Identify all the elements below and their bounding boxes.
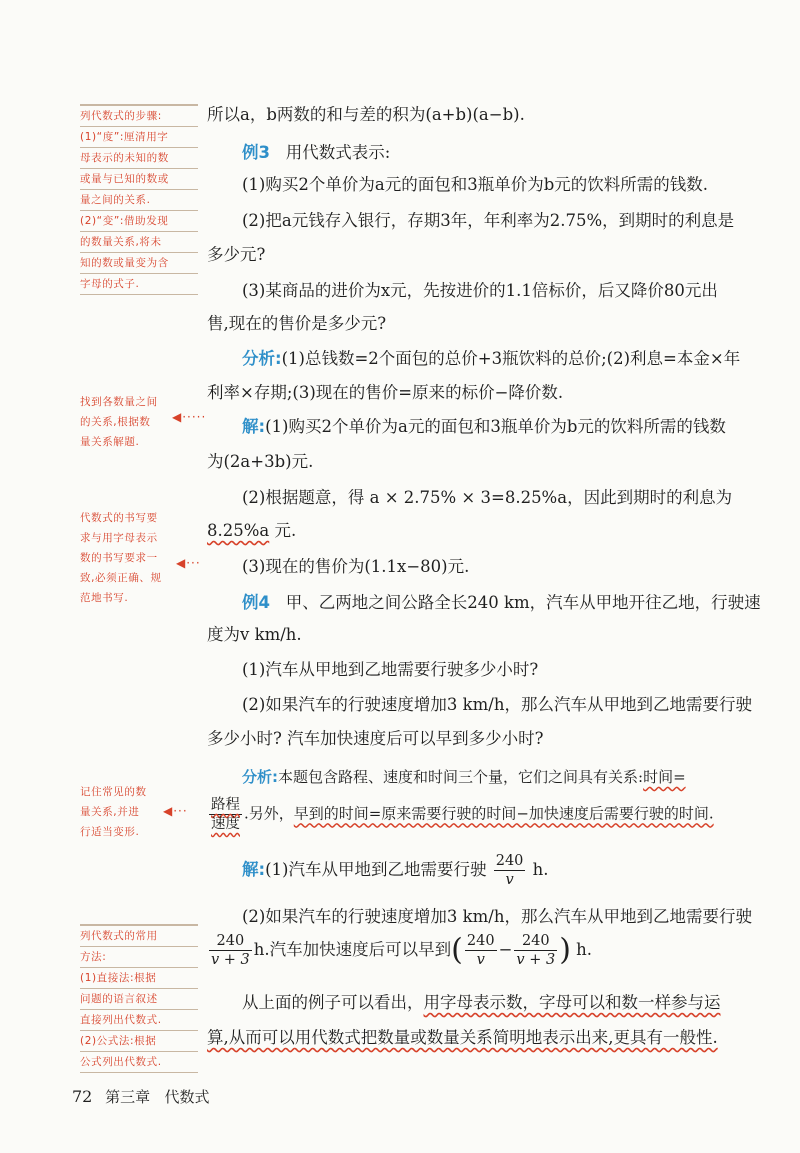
note-line: 数的书写要求一 — [80, 552, 158, 564]
fraction-numerator: 240 — [495, 853, 524, 869]
ex4-question-2: (2)如果汽车的行驶速度增加3 km/h，那么汽车从甲地到乙地需要行驶 — [242, 695, 752, 714]
note-line: (2)公式法:根据 — [80, 1031, 198, 1052]
page-footer — [72, 1086, 209, 1107]
ex3-solution-1-text: (1)购买2个单价为a元的面包和3瓶单价为b元的饮料所需的钱数 — [265, 417, 726, 436]
note-line: 的关系,根据数 — [80, 416, 151, 428]
ex3-solution-1 — [242, 416, 726, 438]
example-4-label: 例4 — [242, 593, 270, 612]
ex4-solution-1-text: (1)汽车从甲地到乙地需要行驶 — [265, 860, 487, 879]
note-line: 找到各数量之间 — [80, 396, 158, 408]
ex3-question-3: (3)某商品的进价为x元，先按进价的1.1倍标价，后又降价80元出 — [242, 281, 718, 300]
summary-highlight: 用字母表示数，字母可以和数一样参与运 — [423, 993, 721, 1012]
summary-prefix: 从上面的例子可以看出， — [242, 993, 424, 1012]
ex3-analysis — [242, 348, 740, 370]
early-arrival-relation: 早到的时间=原来需要行驶的时间−加快速度后需要行驶的时间. — [293, 804, 714, 823]
fraction-numerator: 240 — [514, 932, 557, 951]
fraction-denominator: v — [476, 952, 485, 968]
time-fraction — [494, 852, 526, 889]
unit-hours: h. — [576, 940, 593, 959]
example-4-heading — [242, 592, 761, 614]
intro-line: 所以a，b两数的和与差的积为(a+b)(a−b). — [207, 105, 525, 124]
ex3-analysis-cont: 利率×存期;(3)现在的售价=原来的标价−降价数. — [207, 383, 564, 402]
unit-hours: h. — [532, 860, 549, 879]
fraction-denominator: 速度 — [211, 816, 240, 832]
chapter-title: 代数式 — [164, 1088, 210, 1106]
example-4-title-cont: 度为v km/h. — [207, 625, 302, 644]
note-line: 公式列出代数式. — [80, 1052, 198, 1073]
note-line: 直接列出代数式. — [80, 1010, 198, 1031]
analysis-label: 分析: — [242, 349, 282, 368]
example-3-title: 用代数式表示: — [285, 143, 391, 162]
note-line: 记住常见的数 — [80, 786, 147, 798]
left-paren: ( — [451, 932, 463, 968]
fraction-numerator: 240 — [466, 933, 495, 949]
fraction-denominator: v + 3 — [516, 952, 556, 968]
ex3-question-3-cont: 售,现在的售价是多少元? — [207, 314, 387, 333]
ex3-question-2: (2)把a元钱存入银行，存期3年，年利率为2.75%，到期时的利息是 — [242, 211, 735, 230]
original-time-fraction — [465, 932, 497, 969]
ex4-analysis-text: 本题包含路程、速度和时间三个量，它们之间具有关系: — [278, 768, 644, 786]
ex4-analysis — [242, 766, 686, 788]
ex4-solution-2: (2)如果汽车的行驶速度增加3 km/h，那么汽车从甲地到乙地需要行驶 — [242, 907, 752, 926]
note-line: 代数式的书写要 — [80, 512, 158, 524]
solution-label: 解: — [242, 860, 266, 879]
ex3-analysis-text: (1)总钱数=2个面包的总价+3瓶饮料的总价;(2)利息=本金×年 — [281, 349, 741, 368]
summary-line-cont — [207, 1027, 718, 1049]
fraction-denominator: v + 3 — [211, 952, 250, 968]
ex3-solution-2: (2)根据题意，得 a × 2.75% × 3=8.25%a，因此到期时的利息为 — [242, 488, 733, 507]
note-line: 求与用字母表示 — [80, 532, 158, 544]
new-time-fraction — [209, 932, 252, 969]
note-line: 致,必须正确、规 — [80, 572, 162, 584]
note-line: 母表示的未知的数 — [80, 148, 198, 169]
arrow-icon: ◀····· — [172, 410, 207, 424]
note-line: 的数量关系,将未 — [80, 232, 198, 253]
fraction-denominator: v — [505, 872, 514, 888]
summary-highlight-cont: 算,从而可以用代数式把数量或数量关系简明地表示出来,更具有一般性. — [207, 1028, 718, 1047]
note-line: 问题的语言叙述 — [80, 989, 198, 1010]
chapter-label: 第三章 — [105, 1088, 151, 1106]
ex4-question-2-cont: 多少小时? 汽车加快速度后可以早到多少小时? — [207, 729, 544, 748]
ex3-question-1: (1)购买2个单价为a元的面包和3瓶单价为b元的饮料所需的钱数. — [242, 175, 709, 194]
fraction-numerator: 路程 — [211, 797, 240, 813]
ex4-question-1: (1)汽车从甲地到乙地需要行驶多少小时? — [242, 660, 539, 679]
arrow-icon: ◀··· — [163, 804, 188, 818]
faster-time-fraction — [514, 932, 557, 969]
sidenote-steps — [80, 104, 198, 295]
note-line: 量之间的关系. — [80, 190, 198, 211]
note-line: 方法: — [80, 947, 198, 968]
note-line: (2)“变”:借助发现 — [80, 211, 198, 232]
note-line: 范地书写. — [80, 592, 129, 604]
solution-label: 解: — [242, 417, 266, 436]
example-3-heading — [242, 142, 390, 164]
summary-line — [242, 992, 721, 1014]
note-line: 知的数或量变为含 — [80, 253, 198, 274]
ex3-solution-2-cont — [207, 520, 296, 542]
minus-sign: − — [498, 940, 513, 959]
ex3-solution-3: (3)现在的售价为(1.1x−80)元. — [242, 557, 470, 576]
arrow-icon: ◀··· — [176, 556, 201, 570]
analysis-label: 分析: — [242, 768, 278, 786]
note-line: 列代数式的常用 — [80, 926, 198, 947]
ex3-solution-1-cont: 为(2a+3b)元. — [207, 452, 314, 471]
note-line: (1)直接法:根据 — [80, 968, 198, 989]
fraction-numerator: 240 — [209, 932, 252, 951]
sidenote-methods — [80, 924, 198, 1073]
example-3-label: 例3 — [242, 143, 270, 162]
interest-value: 8.25%a — [207, 521, 270, 540]
ex4-solution-1 — [242, 852, 549, 889]
ex4-solution-2-mid: h.汽车加快速度后可以早到 — [253, 940, 452, 959]
note-line: (1)“度”:厘清用字 — [80, 127, 198, 148]
note-line: 行适当变形. — [80, 826, 140, 838]
note-line: 字母的式子. — [80, 274, 198, 295]
ex4-analysis-connector: .另外， — [244, 804, 294, 823]
time-equation: 时间= — [643, 768, 686, 786]
ex3-question-2-cont: 多少元? — [207, 245, 266, 264]
interest-unit: 元. — [274, 521, 297, 540]
ex4-analysis-cont — [207, 796, 714, 833]
page-number: 72 — [72, 1087, 93, 1106]
distance-over-speed-fraction — [209, 796, 242, 833]
note-line: 量关系解题. — [80, 436, 140, 448]
ex4-solution-2-cont — [207, 932, 592, 969]
note-line: 量关系,并进 — [80, 806, 140, 818]
note-line: 列代数式的步骤: — [80, 106, 198, 127]
example-4-title: 甲、乙两地之间公路全长240 km，汽车从甲地开往乙地，行驶速 — [285, 593, 761, 612]
right-paren: ) — [559, 932, 571, 968]
note-line: 或量与已知的数或 — [80, 169, 198, 190]
